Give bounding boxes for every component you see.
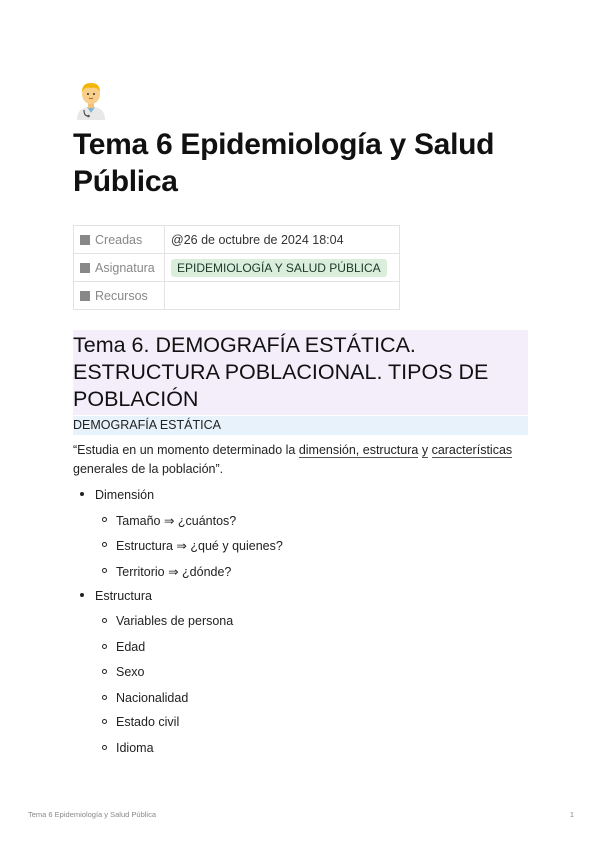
page-number: 1 xyxy=(569,810,574,819)
sub-bullet-icon xyxy=(102,719,107,724)
section-heading: Tema 6. DEMOGRAFÍA ESTÁTICA. ESTRUCTURA POBLACIONAL. TIPOS DE POBLACIÓN xyxy=(73,330,528,415)
list-item: Variables de persona xyxy=(116,614,234,628)
property-value[interactable] xyxy=(165,282,400,310)
property-row xyxy=(74,226,400,254)
list-item: Dimensión xyxy=(95,488,155,502)
list-item: Tamaño ⇒ ¿cuántos? xyxy=(116,514,237,528)
property-value[interactable] xyxy=(165,254,400,282)
list-item: Idioma xyxy=(116,741,154,755)
sub-bullet-icon xyxy=(102,568,107,573)
bullet-icon xyxy=(80,593,84,597)
property-key: Creadas xyxy=(74,226,165,254)
subject-tag[interactable]: EPIDEMIOLOGÍA Y SALUD PÚBLICA xyxy=(171,259,387,277)
property-key: Recursos xyxy=(74,282,165,310)
property-value[interactable]: @26 de octubre de 2024 18:04 xyxy=(165,226,400,254)
page-footer xyxy=(28,810,574,819)
quote-paragraph: “Estudia en un momento determinado la dimensión, estructura y características generales de la población”. xyxy=(73,443,513,476)
list-item: Estructura ⇒ ¿qué y quienes? xyxy=(116,539,283,553)
footer-title: Tema 6 Epidemiología y Salud Pública xyxy=(28,810,156,819)
sub-bullet-icon xyxy=(102,669,107,674)
property-type-icon xyxy=(80,235,90,245)
sub-bullet-icon xyxy=(102,618,107,623)
sub-bullet-icon xyxy=(102,542,107,547)
sub-bullet-icon xyxy=(102,644,107,649)
list-item: Estructura xyxy=(95,589,152,603)
property-key: Asignatura xyxy=(74,254,165,282)
bullet-icon xyxy=(80,492,84,496)
page-title: Tema 6 Epidemiología y Salud Pública xyxy=(73,128,495,198)
sub-bullet-icon xyxy=(102,745,107,750)
property-row xyxy=(74,254,400,282)
properties-table xyxy=(73,225,400,310)
list-item: Territorio ⇒ ¿dónde? xyxy=(116,565,232,579)
property-row xyxy=(74,282,400,310)
sub-bullet-icon xyxy=(102,695,107,700)
doctor-emoji-icon xyxy=(73,80,109,120)
sub-bullet-icon xyxy=(102,517,107,522)
property-type-icon xyxy=(80,291,90,301)
list-item: Estado civil xyxy=(116,715,180,729)
subsection-heading: DEMOGRAFÍA ESTÁTICA xyxy=(73,416,528,435)
list-item: Edad xyxy=(116,640,146,654)
list-item: Nacionalidad xyxy=(116,691,189,705)
list-item: Sexo xyxy=(116,665,145,679)
property-type-icon xyxy=(80,263,90,273)
